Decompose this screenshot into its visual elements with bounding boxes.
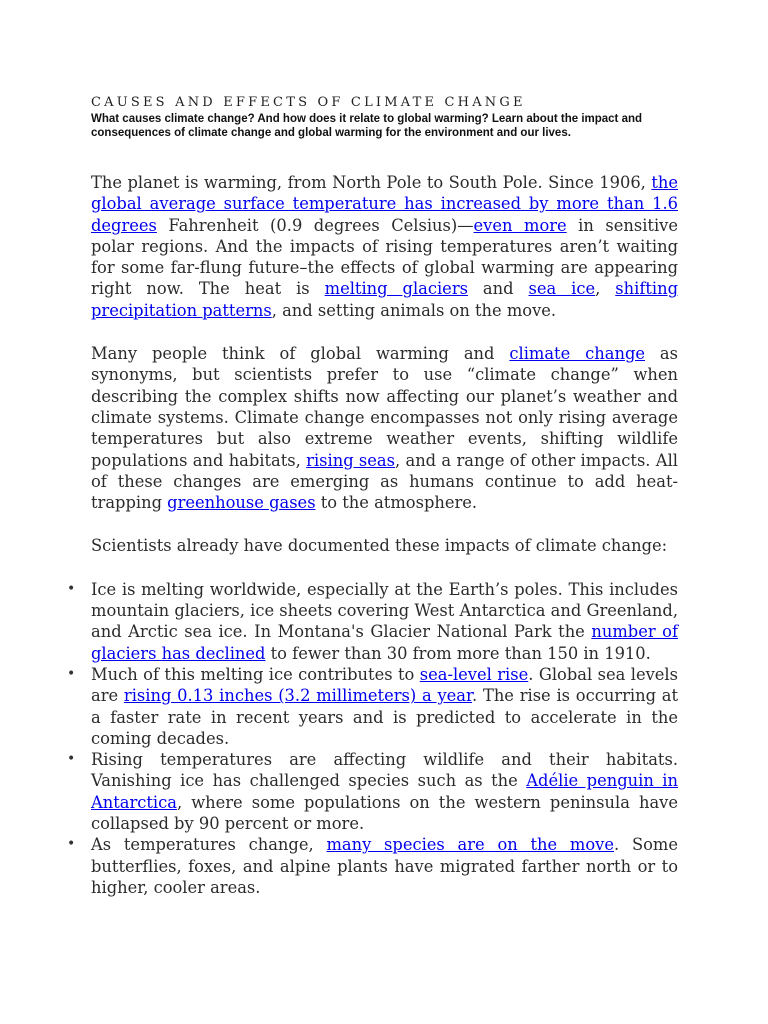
paragraph-impacts-intro: Scientists already have documented these impacts of climate change: [91,536,668,556]
link-rising-seas[interactable]: rising seas [306,450,395,470]
link-greenhouse-gases[interactable]: greenhouse gases [167,493,316,513]
paragraph-text: , [595,279,616,299]
paragraph-climate-change [91,343,678,513]
impacts-list [67,579,679,898]
paragraph-text: The planet is warming, from North Pole to South Pole. Since 1906, [91,173,652,192]
list-item-text: to fewer than 30 from more than 150 in 1910. [265,643,651,663]
paragraph-text: to the atmosphere. [315,493,478,513]
paragraph-text: , and setting animals on the move. [271,300,557,320]
paragraph-text: , and a range of other impacts. All of these changes are emerging as humans continue to add heat-trapping [91,450,678,513]
page-title: CAUSES AND EFFECTS OF CLIMATE CHANGE [91,95,526,110]
article-body [67,172,679,898]
list-item-text: . Some butterflies, foxes, and alpine plants have migrated farther north or to higher, cooler areas. [91,835,678,897]
list-item-text: Much of this melting ice contributes to [91,664,420,684]
bullet-icon: • [67,836,76,853]
paragraph-text: Many people think of global warming and [91,344,510,364]
bullet-icon: • [67,751,76,768]
list-item-text: As temperatures change, [91,835,327,855]
link-global-average-temperature[interactable]: the global average surface temperature has increased by more than 1.6 degrees [91,173,678,235]
link-number-of-glaciers[interactable]: number of glaciers has declined [91,622,678,663]
paragraph-text: in sensitive polar regions. And the impacts of rising temperatures aren’t waiting for some far-flung future–the effects of global warming are appearing right now. The heat is [91,215,678,299]
list-item-text: . The rise is occurring at a faster rate in recent years and is predicted to accelerate in the coming decades. [91,686,679,748]
link-species-on-the-move[interactable]: many species are on the move [326,835,615,855]
list-item [67,579,678,664]
paragraph-intro [91,172,678,321]
list-item-text: Ice is melting worldwide, especially at the Earth’s poles. This includes mountain glaciers, ice sheets covering West Antarctica and Greenland, and Arctic sea ice. In Montana's Glacier National Park the [91,579,678,642]
link-even-more[interactable]: even more [473,215,567,235]
list-item [67,664,679,749]
list-item-text: , where some populations on the western peninsula have collapsed by 90 percent or more. [91,792,678,834]
list-item-text: Rising temperatures are affecting wildlife and their habitats. Vanishing ice has challenged species such as the [91,750,678,791]
paragraph-text: Fahrenheit (0.9 degrees Celsius)— [156,215,474,235]
list-item [67,749,678,834]
link-shifting-precipitation-patterns[interactable]: shifting precipitation patterns [91,279,678,320]
link-sea-ice[interactable]: sea ice [528,279,596,299]
bullet-icon: • [67,580,76,597]
list-item-text: . Global sea levels are [91,664,678,706]
link-sea-level-rise[interactable]: sea-level rise [419,664,529,684]
page-subtitle: What causes climate change? And how does it relate to global warming? Learn about the impact and consequences of climate change and global warming for the environment and our lives. [91,113,643,139]
bullet-icon: • [67,665,76,682]
link-climate-change[interactable]: climate change [509,344,646,364]
paragraph-text: and [467,279,529,299]
link-rising-rate[interactable]: rising 0.13 inches (3.2 millimeters) a year [123,686,473,706]
paragraph-text: as synonyms, but scientists prefer to use “climate change” when describing the complex shifts now affecting our planet’s weather and climate systems. Climate change encompasses not only rising average temperatures but also extreme weather events, shifting wildlife populations and habitats, [91,344,678,470]
link-adelie-penguin[interactable]: Adélie penguin in Antarctica [91,771,678,812]
list-item [67,834,678,898]
link-melting-glaciers[interactable]: melting glaciers [324,279,468,299]
